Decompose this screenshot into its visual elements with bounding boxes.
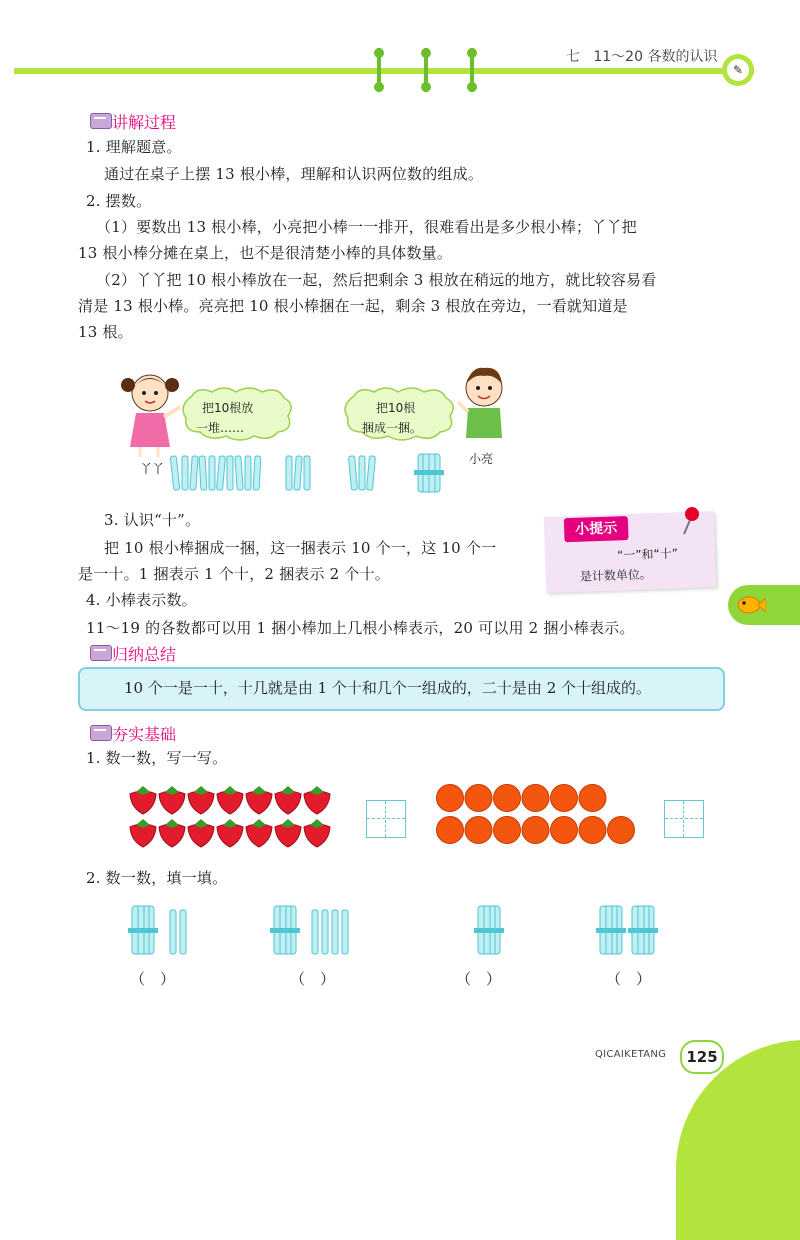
orange-icon [465,817,492,844]
strawberry-icon [275,819,301,847]
summary-box [78,667,725,711]
q2-sticks-3 [474,902,514,958]
notebook-icon-practice [90,725,112,741]
header-badge-icon: ✎ [722,54,754,86]
pushpin-icon [680,506,702,536]
ten-step4-title: 4. 小棒表示数。 [86,591,197,609]
strawberry-icon [217,786,243,814]
q2-blank-3[interactable]: （ ） [456,970,502,988]
orange-icon [465,785,492,812]
chapter-number: 七 [566,49,580,65]
answer-box-2[interactable] [664,800,704,838]
orange-icon [551,785,578,812]
notebook-icon [90,113,112,129]
orange-icon [437,817,464,844]
strawberry-icon [246,819,272,847]
tip-title: 小提示 [564,516,629,542]
orange-icon [551,817,578,844]
section-title-practice: 夯实基础 [112,725,177,744]
practice-q1: 1. 数一数，写一写。 [86,749,228,767]
sticks-loose-three [286,456,310,490]
q2-sticks-2 [270,902,370,958]
orange-icon [494,785,521,812]
header-clip-1 [374,48,384,92]
q2-blank-2[interactable]: （ ） [290,970,336,988]
boy-name: 小亮 [469,452,494,466]
strawberry-grid [128,782,338,850]
strawberry-icon [246,786,272,814]
ten-step3-line2: 是一十。1 捆表示 1 个十，2 捆表示 2 个十。 [78,565,390,583]
sticks-three-b [349,456,376,490]
explain-step2-p2-line1: （2）丫丫把 10 根小棒放在一起，然后把剩余 3 根放在稍远的地方，就比较容易看 [96,271,657,289]
strawberry-icon [188,819,214,847]
strawberry-icon [188,786,214,814]
explain-step1-title: 1. 理解题意。 [86,138,182,156]
girl-bubble-line2: 一堆…… [196,421,245,435]
strawberry-icon [217,819,243,847]
ten-step3-title: 3. 认识“十”。 [104,511,201,529]
tip-line1: “一”和“十” [616,546,679,563]
boy-bubble-line2: 捆成一捆。 [362,421,423,435]
notebook-icon-summary [90,645,112,661]
orange-icon [437,785,464,812]
orange-icon [522,817,549,844]
practice-q2: 2. 数一数，填一填。 [86,869,228,887]
fish-icon [736,592,766,618]
sticks-row [170,452,460,494]
header-clip-3 [467,48,477,92]
footer-brand: QICAIKETANG [595,1049,667,1060]
page-number [680,1040,724,1074]
summary-text: 10 个一是一十，十几就是由 1 个十和几个一组成的，二十是由 2 个十组成的。 [124,679,652,697]
header-clip-2 [421,48,431,92]
tip-line2: 是计数单位。 [579,567,653,584]
explain-step1-text: 通过在桌子上摆 13 根小棒，理解和认识两位数的组成。 [104,165,484,183]
chapter-header [566,46,717,66]
explain-step2-p2-line3: 13 根。 [78,323,133,341]
boy-bubble-line1: 把10根 [376,401,416,415]
explain-step2-p1-line2: 13 根小棒分摊在桌上，也不是很清楚小棒的具体数量。 [78,244,453,262]
explain-step2-p2-line2: 清是 13 根小棒。亮亮把 10 根小棒捆在一起，剩余 3 根放在旁边，一看就知道是 [78,297,628,315]
girl-bubble-line1: 把10根放 [202,401,254,415]
strawberry-icon [304,819,330,847]
strawberry-icon [130,819,156,847]
explain-step2-p1-line1: （1）要数出 13 根小棒，小亮把小棒一一排开，很难看出是多少根小棒；丫丫把 [96,218,637,236]
boy-illustration [452,362,516,446]
stick-bundle [414,454,444,492]
page-number-text: 125 [686,1048,718,1066]
ten-step3-line1: 把 10 根小棒捆成一捆，这一捆表示 10 个一，这 10 个一 [104,539,497,557]
orange-grid [435,782,640,846]
orange-icon [522,785,549,812]
orange-icon [579,785,606,812]
girl-speech-bubble [178,386,296,444]
q2-blank-4[interactable]: （ ） [606,970,652,988]
section-title-explain: 讲解过程 [112,113,177,132]
orange-icon [608,817,635,844]
strawberry-icon [159,786,185,814]
orange-icon [494,817,521,844]
strawberry-icon [130,786,156,814]
strawberry-icon [275,786,301,814]
q2-blank-1[interactable]: （ ） [130,970,176,988]
q2-sticks-1 [128,902,198,958]
explain-step2-title: 2. 摆数。 [86,192,152,210]
header-line [14,68,754,74]
strawberry-icon [304,786,330,814]
q2-sticks-4 [596,902,666,958]
strawberry-icon [159,819,185,847]
girl-name: 丫丫 [140,462,165,476]
orange-icon [579,817,606,844]
chapter-title: 11～20 各数的认识 [593,49,718,65]
ten-step4-text: 11～19 的各数都可以用 1 捆小棒加上几根小棒表示，20 可以用 2 捆小棒表示。 [86,619,635,637]
section-title-summary: 归纳总结 [112,645,177,664]
boy-speech-bubble [340,386,458,444]
answer-box-1[interactable] [366,800,406,838]
sticks-loose-ten [170,456,261,490]
